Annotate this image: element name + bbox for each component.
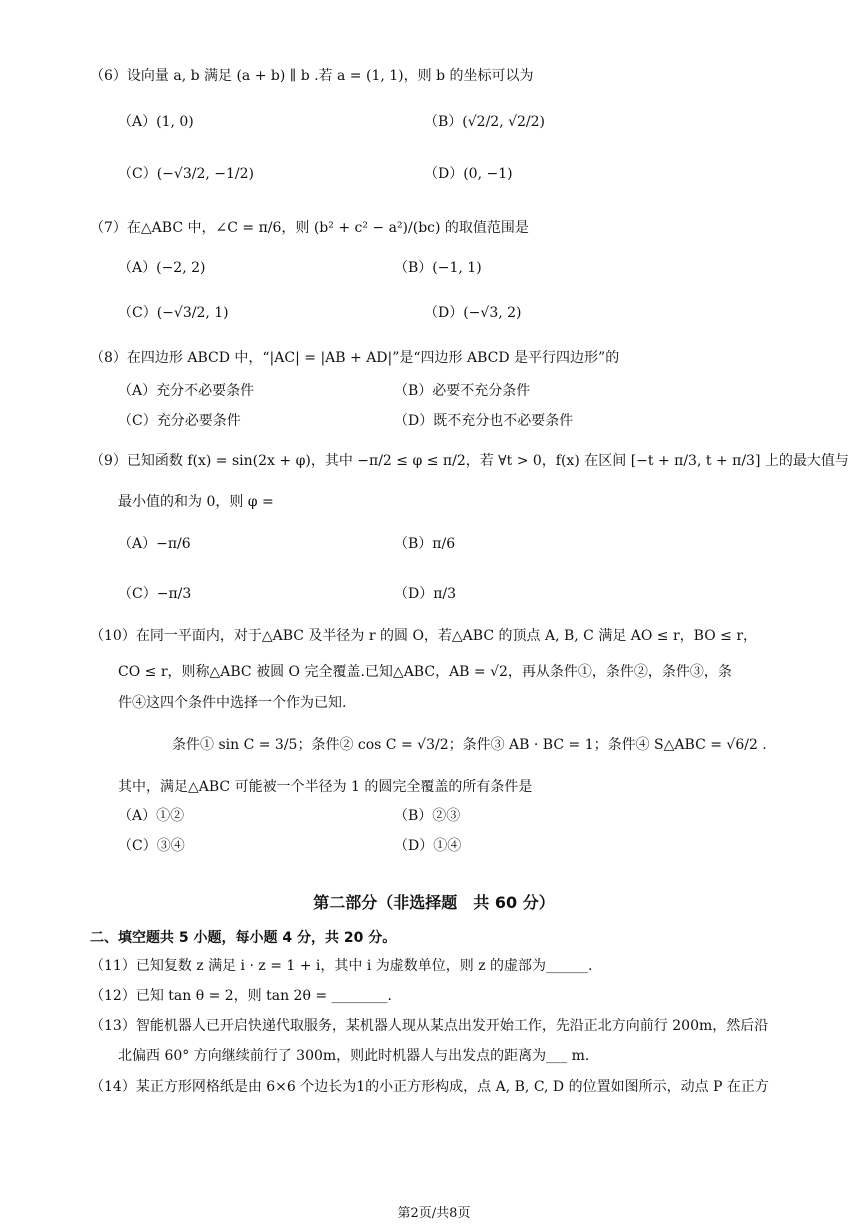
q8-option-c: （C）充分必要条件: [118, 413, 241, 429]
q6-option-d: （D）(0, −1): [424, 166, 513, 182]
q10-option-a: （A）①②: [118, 808, 185, 824]
q9-option-d: （D）π/3: [394, 586, 457, 602]
q9-option-a: （A）−π/6: [118, 536, 191, 552]
q10-stem-line2: CO ≤ r，则称△ABC 被圆 O 完全覆盖.已知△ABC，AB = √2，再从条件①，条件②，条件③，条: [118, 664, 732, 680]
q10-stem-line3: 件④这四个条件中选择一个作为已知.: [118, 695, 347, 711]
q6-option-a: （A）(1, 0): [118, 114, 194, 130]
q13-line2: 北偏西 60° 方向继续前行了 300m，则此时机器人与出发点的距离为___ m.: [118, 1048, 590, 1064]
q9-option-c: （C）−π/3: [118, 586, 192, 602]
q9-stem-line2: 最小值的和为 0，则 φ =: [118, 494, 274, 510]
q7-stem: （7）在△ABC 中，∠C = π/6，则 (b² + c² − a²)/(bc) 的取值范围是: [90, 220, 529, 236]
q13-line1: （13）智能机器人已开启快递代取服务，某机器人现从某点出发开始工作，先沿正北方向前行 200m，然后沿: [90, 1018, 769, 1034]
part2-title: 第二部分（非选择题 共 60 分）: [313, 893, 555, 912]
q6-option-b: （B）(√2/2, √2/2): [424, 114, 546, 130]
q7-option-a: （A）(−2, 2): [118, 260, 206, 276]
q7-option-b: （B）(−1, 1): [394, 260, 482, 276]
q6-option-c: （C）(−√3/2, −1/2): [118, 166, 254, 182]
q14-line1: （14）某正方形网格纸是由 6×6 个边长为1的小正方形构成，点 A, B, C, D 的位置如图所示，动点 P 在正方: [90, 1079, 769, 1095]
q12-stem: （12）已知 tan θ = 2，则 tan 2θ = ________.: [90, 988, 392, 1004]
q6-stem: （6）设向量 a, b 满足 (a + b) ∥ b .若 a = (1, 1)，则 b 的坐标可以为: [90, 68, 534, 84]
q10-stem-line4: 其中，满足△ABC 可能被一个半径为 1 的圆完全覆盖的所有条件是: [118, 779, 533, 795]
q10-option-d: （D）①④: [394, 838, 462, 854]
section2-heading: 二、填空题共 5 小题，每小题 4 分，共 20 分。: [90, 930, 397, 946]
q11-stem: （11）已知复数 z 满足 i · z = 1 + i，其中 i 为虚数单位，则 z 的虚部为______.: [90, 958, 593, 974]
q10-stem-line1: （10）在同一平面内，对于△ABC 及半径为 r 的圆 O，若△ABC 的顶点 A, B, C 满足 AO ≤ r，BO ≤ r，: [90, 628, 758, 644]
q10-conditions: 条件① sin C = 3/5；条件② cos C = √3/2；条件③ AB · BC = 1；条件④ S△ABC = √6/2 .: [172, 737, 767, 753]
q8-option-a: （A）充分不必要条件: [118, 383, 255, 399]
q8-stem: （8）在四边形 ABCD 中，“|AC| = |AB + AD|”是“四边形 ABCD 是平行四边形”的: [90, 350, 620, 366]
q10-option-b: （B）②③: [394, 808, 461, 824]
q10-option-c: （C）③④: [118, 838, 185, 854]
q8-option-d: （D）既不充分也不必要条件: [394, 413, 574, 429]
q9-stem-line1: （9）已知函数 f(x) = sin(2x + φ)，其中 −π/2 ≤ φ ≤ π/2，若 ∀t > 0，f(x) 在区间 [−t + π/3, t + π/3] 上的最大值与: [90, 453, 849, 469]
q7-option-c: （C）(−√3/2, 1): [118, 305, 229, 321]
q9-option-b: （B）π/6: [394, 536, 456, 552]
page-footer: 第2页/共8页: [397, 1206, 471, 1221]
q7-option-d: （D）(−√3, 2): [424, 305, 522, 321]
q8-option-b: （B）必要不充分条件: [394, 383, 531, 399]
